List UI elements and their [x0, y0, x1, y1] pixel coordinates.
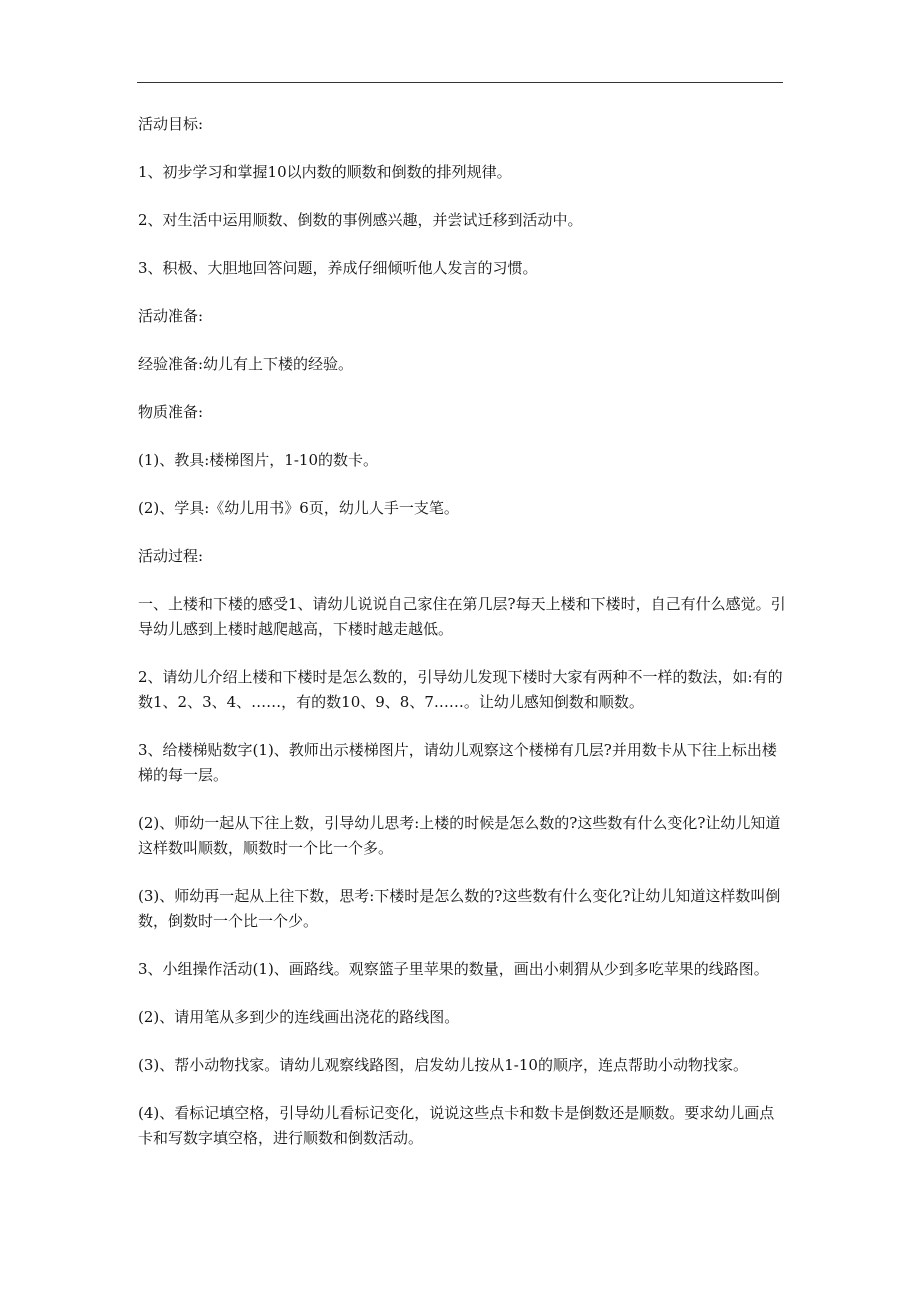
process-step-2: 2、请幼儿介绍上楼和下楼时是怎么数的，引导幼儿发现下楼时大家有两种不一样的数法，如:有的数1、2、3、4、……，有的数10、9、8、7……。让幼儿感知倒数和顺数。 — [138, 668, 783, 711]
experience-preparation: 经验准备:幼儿有上下楼的经验。 — [138, 355, 354, 373]
group-activity-2: (2)、请用笔从多到少的连线画出浇花的路线图。 — [138, 1008, 460, 1026]
heading-activity-preparation: 活动准备: — [138, 307, 204, 325]
heading-activity-goals: 活动目标: — [138, 115, 204, 133]
heading-material-preparation: 物质准备: — [138, 403, 204, 421]
material-item-2: (2)、学具:《幼儿用书》6页，幼儿人手一支笔。 — [138, 499, 459, 517]
goal-item-3: 3、积极、大胆地回答问题，养成仔细倾听他人发言的习惯。 — [138, 259, 538, 277]
group-activity-4: (4)、看标记填空格，引导幼儿看标记变化，说说这些点卡和数卡是倒数还是顺数。要求幼儿画点卡和写数字填空格，进行顺数和倒数活动。 — [138, 1104, 775, 1147]
process-step-3-3: (3)、师幼再一起从上往下数，思考:下楼时是怎么数的?这些数有什么变化?让幼儿知道这样数叫倒数，倒数时一个比一个少。 — [138, 887, 781, 930]
group-activity-1: 3、小组操作活动(1)、画路线。观察篮子里苹果的数量，画出小刺猬从少到多吃苹果的线路图。 — [138, 960, 769, 978]
group-activity-3: (3)、帮小动物找家。请幼儿观察线路图，启发幼儿按从1-10的顺序，连点帮助小动物找家。 — [138, 1056, 748, 1074]
process-step-3: 3、给楼梯贴数字(1)、教师出示楼梯图片，请幼儿观察这个楼梯有几层?并用数卡从下往上标出楼梯的每一层。 — [138, 741, 777, 784]
header-rule — [137, 82, 783, 83]
document-body — [138, 112, 788, 1174]
material-item-1: (1)、教具:楼梯图片，1-10的数卡。 — [138, 451, 379, 469]
goal-item-2: 2、对生活中运用顺数、倒数的事例感兴趣，并尝试迁移到活动中。 — [138, 211, 583, 229]
goal-item-1: 1、初步学习和掌握10以内数的顺数和倒数的排列规律。 — [138, 163, 512, 181]
process-step-1: 一、上楼和下楼的感受1、请幼儿说说自己家住在第几层?每天上楼和下楼时，自己有什么感觉。引导幼儿感到上楼时越爬越高，下楼时越走越低。 — [138, 595, 786, 638]
heading-activity-process: 活动过程: — [138, 547, 204, 565]
process-step-3-2: (2)、师幼一起从下往上数，引导幼儿思考:上楼的时候是怎么数的?这些数有什么变化?让幼儿知道这样数叫顺数，顺数时一个比一个多。 — [138, 814, 781, 857]
